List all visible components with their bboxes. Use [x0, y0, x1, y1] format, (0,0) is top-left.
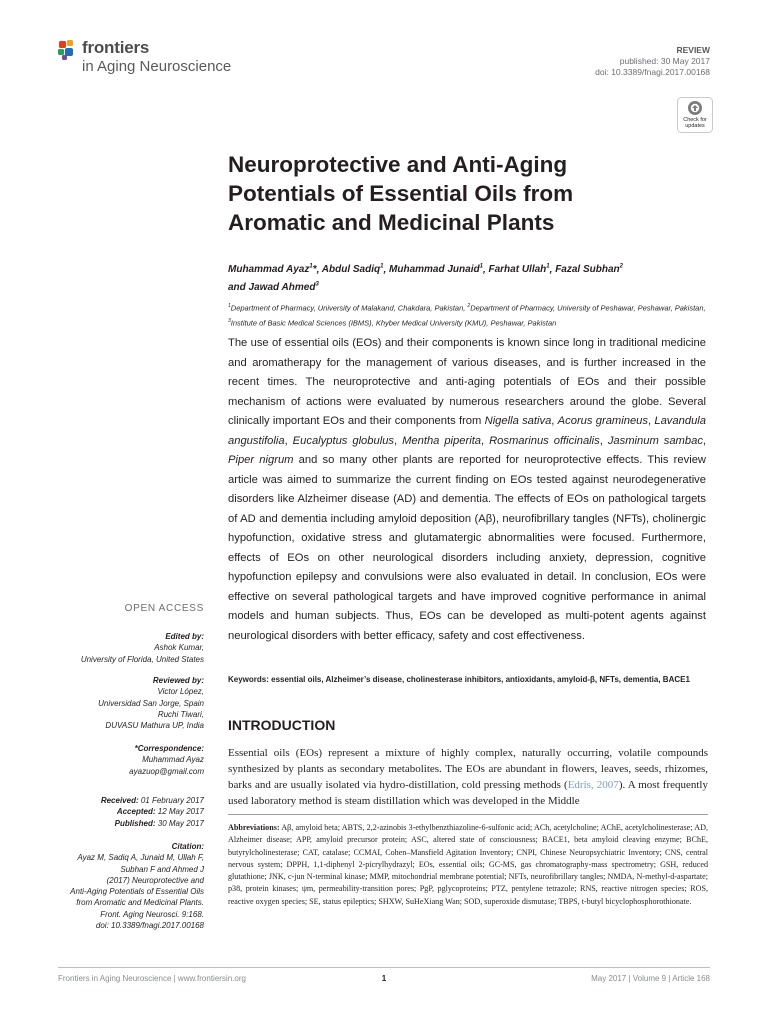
- reviewer-name: Victor López,: [157, 687, 204, 697]
- abbreviations-label: Abbreviations:: [228, 823, 280, 832]
- journal-logo[interactable]: [58, 36, 298, 84]
- received-label: Received:: [100, 796, 139, 805]
- reviewer-affiliation: DUVASU Mathura UP, India: [105, 721, 204, 731]
- author-name[interactable]: Abdul Sadiq$^1$: [321, 264, 384, 276]
- introduction-text: Essential oils (EOs) represent a mixture of highly complex, naturally occurring, volatile compounds synthesized by plants as secondary metabolites. The EOs are abundant in flowers, leaves, seeds, rhizomes, barks and are usually isolated via hydro-distillation, cold pressing methods (Edris, 2007). A most frequently used laboratory method is steam distillation which was developed in the Middle: [228, 747, 708, 807]
- journal-brand: frontiers: [82, 38, 150, 57]
- footer-divider: [58, 967, 710, 968]
- check-for-updates-label: Check for updates: [683, 117, 707, 129]
- open-access-label: OPEN ACCESS: [124, 603, 204, 614]
- reference-link[interactable]: Edris, 2007: [567, 779, 619, 791]
- page-number: 1: [381, 974, 387, 983]
- correspondence-label: *Correspondence:: [134, 744, 204, 753]
- accepted-date: 12 May 2017: [155, 807, 204, 817]
- published-date: published: 30 May 2017: [619, 56, 710, 66]
- reviewed-by-block: [98, 675, 204, 731]
- abbreviations: [228, 822, 708, 908]
- citation-block: Citation: Ayaz M, Sadiq A, Junaid M, Ullah F, Subhan F and Ahmed J (2017) Neuroprotective and Anti-Aging Potentials of Essential Oils from Aromatic and Medicinal Plants. Front. Aging Neurosci. 9:168. doi: 10.3389/fnagi.2017.00168: [70, 842, 204, 931]
- keywords-text: essential oils, Alzheimer’s disease, cholinesterase inhibitors, antioxidants, amyloid-β, NFTs, dementia, BACE1: [268, 675, 690, 684]
- author-name[interactable]: Farhat Ullah$^1$: [488, 264, 550, 276]
- reviewed-by-label: Reviewed by:: [152, 676, 204, 685]
- reviewer-name: Ruchi Tiwari,: [157, 709, 204, 719]
- keywords-label: Keywords:: [228, 675, 269, 684]
- reviewer-affiliation: Universidad San Jorge, Spain: [98, 698, 204, 708]
- keywords: [228, 674, 706, 686]
- abbreviations-text: Aβ, amyloid beta; ABTS, 2,2-azinobis 3-ethylbenzthiazoline-6-sulfonic acid; ACh, acetylcholine; AChE, acetylcholinesterase; AD, Alzheimer disease; APP, amyloid precursor protein; ASC, altered state of consciousness; BACE1, beta amyloid cleaving enzyme; BChE, butyrylcholinesterase; CAT, catalase; CCMAI, Cohen–Mansfield Agitation Inventory; CNPI, Chinese Neuropsychiatric Inventory; CNS, central nervous system; DPPH, 1,1-diphenyl 2-picrylhydrazyl; EOs, essential oils; GC-MS, gas chromatography-mass spectrometry; GSH, reduced glutathione; JNK, c-jun N-terminal kinase; MMP, mitochondrial membrane potential; NFTs, neurofibrillary tangles; NMDA, N-methyl-d-aspartate; p38, protein kinases; ψm, permeability-transition pores; PgP, pglycoproteins; PTZ, pentylene tetrazole; RNS, reactive nitrogen species; ROS, reactive oxygen species; SE, status epileptics; SHXW, SuHeXiang Wan; SOD, superoxide dismutase; TBPS, t-butyl bicyclophosphorothionate.: [228, 823, 708, 906]
- author-name[interactable]: Muhammad Junaid$^1$: [389, 264, 483, 276]
- published-label: Published:: [114, 818, 156, 828]
- author-list: Muhammad Ayaz$^1$*, Abdul Sadiq$^1$, Muhammad Junaid$^1$, Farhat Ullah$^1$, Fazal Subhan$^2$ and Jawad Ahmed$^3$: [228, 264, 623, 293]
- received-date: 01 February 2017: [138, 796, 204, 805]
- article-type: REVIEW: [676, 45, 710, 55]
- editor-affiliation: University of Florida, United States: [80, 654, 204, 664]
- author-name[interactable]: Muhammad Ayaz$^1$*: [228, 264, 317, 276]
- footer-journal-link[interactable]: Frontiers in Aging Neuroscience | www.frontiersin.org: [58, 974, 246, 983]
- correspondence-name: Muhammad Ayaz: [142, 755, 204, 765]
- edited-by-label: Edited by:: [165, 632, 204, 641]
- citation-doi[interactable]: doi: 10.3389/fnagi.2017.00168: [95, 921, 204, 931]
- article-meta-header: [595, 45, 710, 78]
- correspondence-email[interactable]: ayazuop@gmail.com: [129, 766, 204, 776]
- footer-volume-info: May 2017 | Volume 9 | Article 168: [591, 974, 710, 983]
- abstract: The use of essential oils (EOs) and their components is known since long in traditional medicine and aromatherapy for the management of various diseases, and is further increased in the recent times. The neuroprotective and anti-aging potentials of EOs and their possible mechanism of actions were evaluated by numerous researchers around the globe. Several clinically important EOs and their components from Nigella sativa, Acorus gramineus, Lavandula angustifolia, Eucalyptus globulus, Mentha piperita, Rosmarinus officinalis, Jasminum sambac, Piper nigrum and so many other plants are reported for neuroprotective effects. This review article was aimed to summarize the current finding on EOs tested against neurodegenerative disorders like Alzheimer disease (AD) and dementia. The effects of EOs on pathological targets of AD and dementia including amyloid deposition (Aβ), neurofibrillary tangles (NFTs), cholinergic hypofunction, oxidative stress and glutamatergic abnormalities were focused. Furthermore, effects of EOs on other neurological disorders including anxiety, depression, cognitive hypofunction epilepsy and convulsions were also evaluated in detail. In conclusion, EOs were effective on several pathological targets and have improved cognitive performance in animal models and human subjects. Thus, EOs can be developed as multi-potent agents against neurological disorders with better efficacy, safety and cost effectiveness.: [228, 337, 707, 642]
- citation-label: Citation:: [171, 842, 204, 851]
- sidebar-published-date: 30 May 2017: [155, 818, 204, 828]
- editor-name: Ashok Kumar,: [154, 643, 204, 653]
- accepted-label: Accepted:: [116, 807, 156, 817]
- author-name[interactable]: Fazal Subhan$^2$: [555, 264, 623, 276]
- introduction-heading: INTRODUCTION: [228, 717, 336, 733]
- journal-name: in Aging Neuroscience: [82, 58, 232, 75]
- dates-block: [101, 795, 204, 829]
- footnote-divider: [228, 814, 708, 815]
- correspondence-block: [129, 743, 204, 777]
- affiliations: $^1$Department of Pharmacy, University of Malakand, Chakdara, Pakistan, $^2$Department of Pharmacy, University of Peshawar, Peshawar, Pakistan, $^3$Institute of Basic Medical Sciences (IBMS), Khyber Medical University (KMU), Peshawar, Pakistan: [228, 303, 706, 327]
- edited-by-block: [81, 631, 204, 665]
- frontiers-logo-icon: [58, 40, 80, 62]
- article-doi[interactable]: doi: 10.3389/fnagi.2017.00168: [595, 67, 710, 77]
- author-name[interactable]: and Jawad Ahmed$^3$: [228, 281, 319, 293]
- article-title: Neuroprotective and Anti-Aging Potentials of Essential Oils from Aromatic and Medicinal Plants: [228, 152, 574, 235]
